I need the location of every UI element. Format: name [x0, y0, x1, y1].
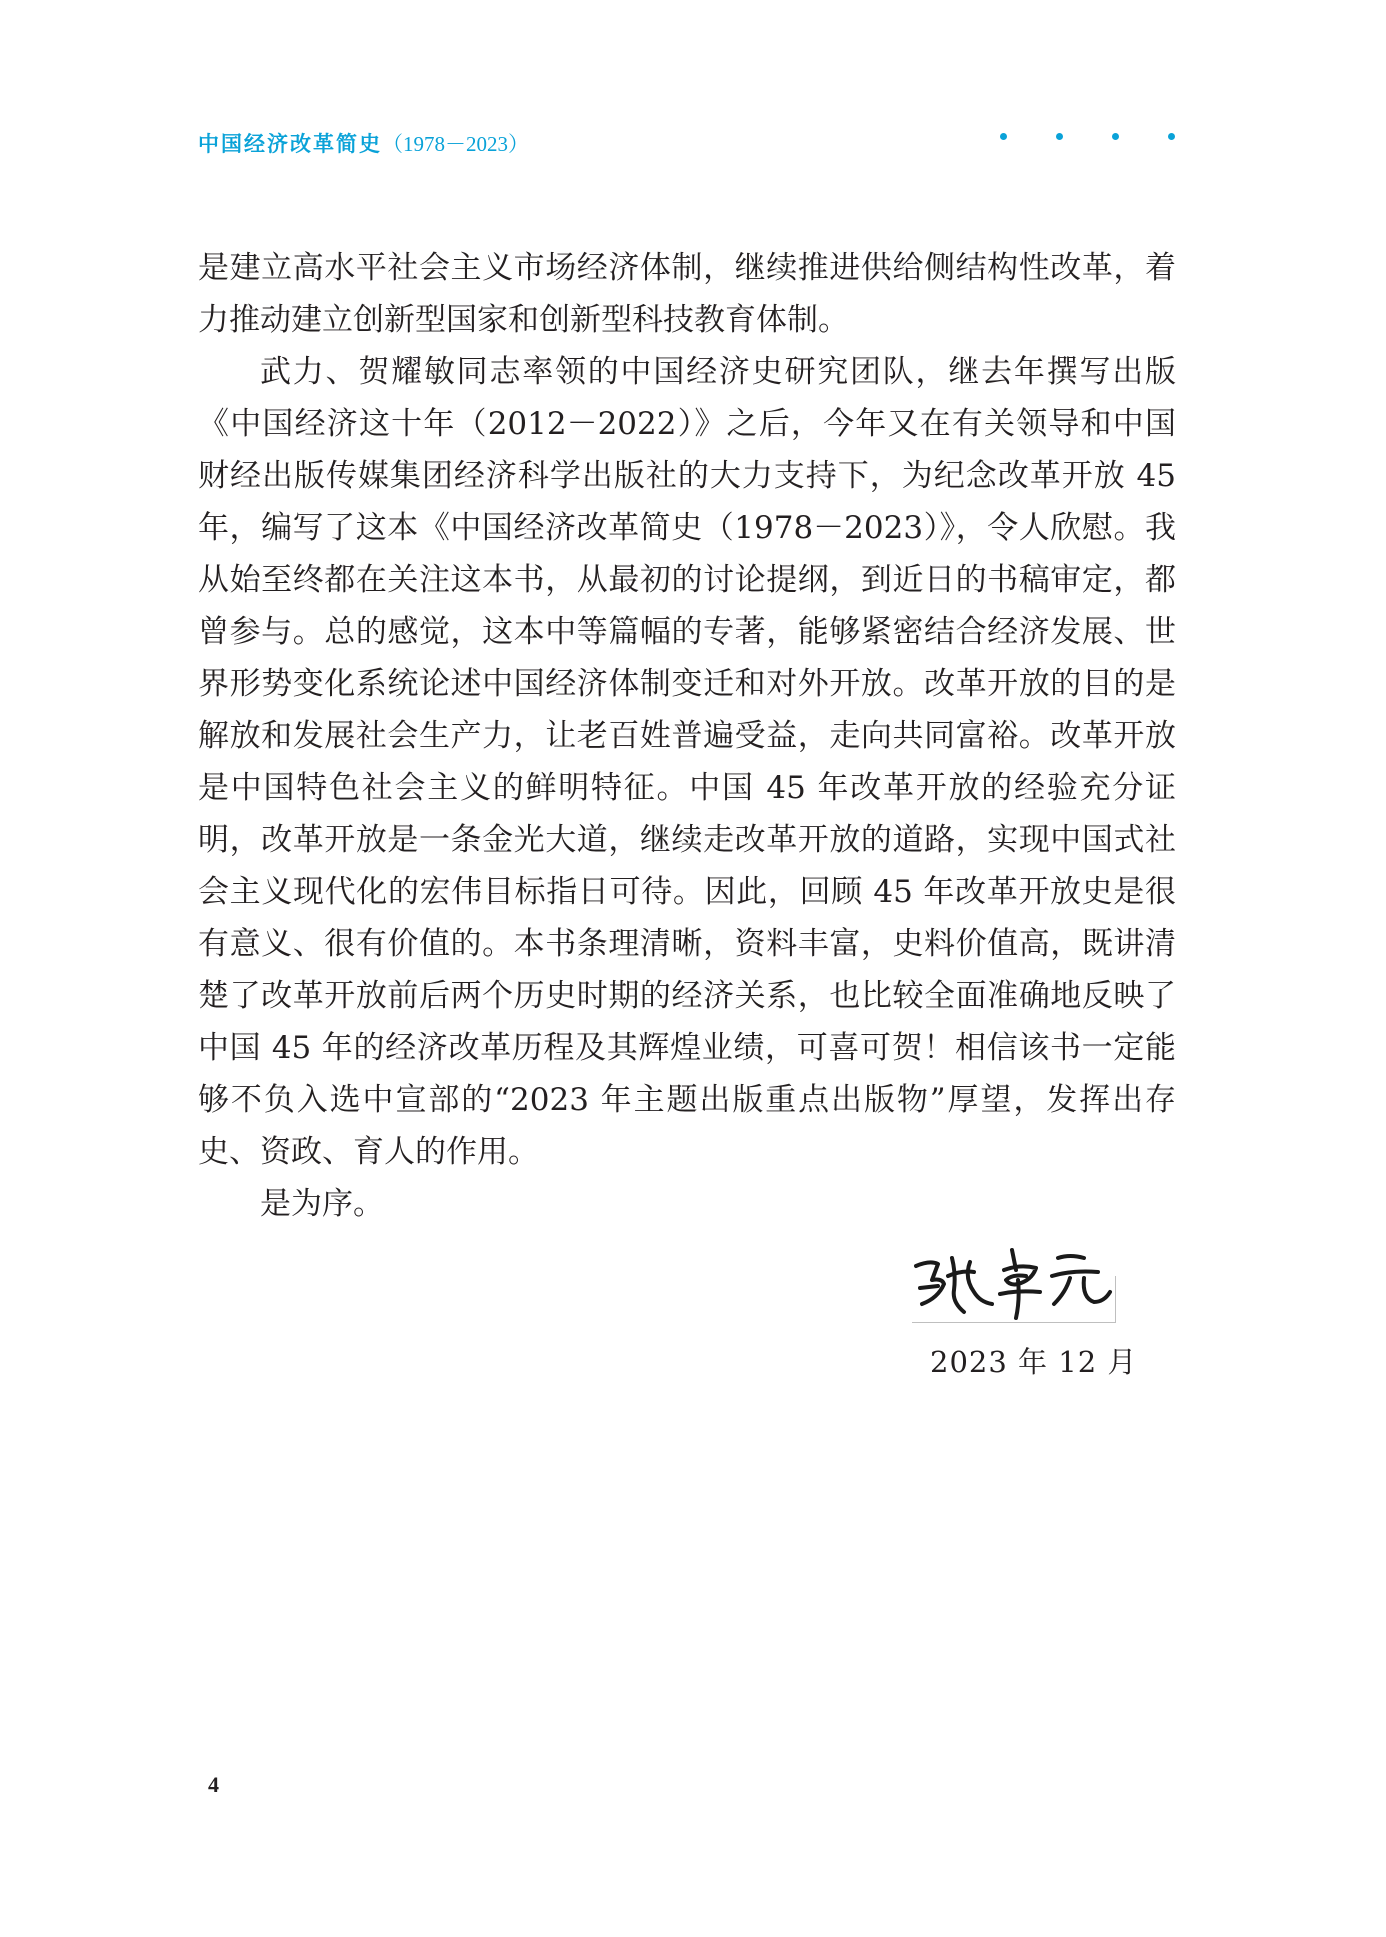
handwritten-signature — [908, 1240, 1116, 1322]
paragraph-main: 武力、贺耀敏同志率领的中国经济史研究团队，继去年撰写出版《中国经济这十年（2012－2022）》之后，今年又在有关领导和中国财经出版传媒集团经济科学出版社的大力支持下，为纪念改革开放 45 年，编写了这本《中国经济改革简史（1978－2023）》，令人欣慰。我从始至终都在关注这本书，从最初的讨论提纲，到近日的书稿审定，都曾参与。总的感觉，这本中等篇幅的专著，能够紧密结合经济发展、世界形势变化系统论述中国经济体制变迁和对外开放。改革开放的目的是解放和发展社会生产力，让老百姓普遍受益，走向共同富裕。改革开放是中国特色社会主义的鲜明特征。中国 45 年改革开放的经验充分证明，改革开放是一条金光大道，继续走改革开放的道路，实现中国式社会主义现代化的宏伟目标指日可待。因此，回顾 45 年改革开放史是很有意义、很有价值的。本书条理清晰，资料丰富，史料价值高，既讲清楚了改革开放前后两个历史时期的经济关系，也比较全面准确地反映了中国 45 年的经济改革历程及其辉煌业绩，可喜可贺！相信该书一定能够不负入选中宣部的“2023 年主题出版重点出版物”厚望，发挥出存史、资政、育人的作用。 — [198, 354, 1176, 1170]
page-number: 4 — [208, 1772, 219, 1797]
running-header-title: 中国经济改革简史 — [198, 132, 382, 156]
preface-body — [198, 242, 1176, 1230]
running-header-years: （1978－2023） — [382, 132, 529, 156]
preface-date: 2023 年 12 月 — [930, 1345, 1138, 1379]
signature-underline — [912, 1322, 1116, 1323]
paragraph-closing: 是为序。 — [260, 1186, 384, 1222]
header-decorative-dots — [1000, 133, 1180, 145]
signature-frame-edge — [1115, 1276, 1116, 1322]
decorative-dot — [1112, 133, 1119, 140]
decorative-dot — [1000, 133, 1007, 140]
decorative-dot — [1056, 133, 1063, 140]
decorative-dot — [1168, 133, 1175, 140]
running-header — [198, 128, 529, 158]
paragraph-continuation: 是建立高水平社会主义市场经济体制，继续推进供给侧结构性改革，着力推动建立创新型国家和创新型科技教育体制。 — [198, 250, 1176, 338]
